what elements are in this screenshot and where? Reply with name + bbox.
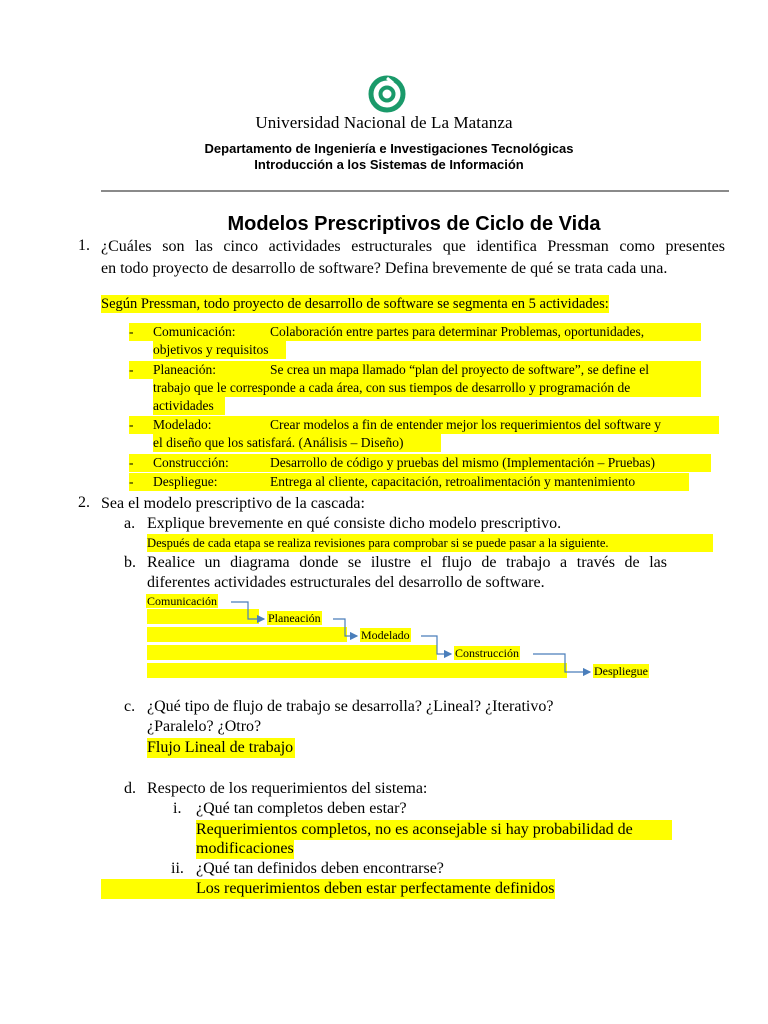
course-name: Introducción a los Sistemas de Información	[254, 157, 524, 172]
q2d-ii-numeral: ii.	[171, 860, 184, 877]
q2a-question: Explique brevemente en qué consiste dicho modelo prescriptivo.	[147, 515, 562, 532]
document-title: Modelos Prescriptivos de Ciclo de Vida	[227, 213, 601, 235]
q2d-i-answer-line1: Requerimientos completos, no es aconsejable si hay probabilidad de	[196, 820, 672, 840]
department-name: Departamento de Ingeniería e Investigaciones Tecnológicas	[204, 141, 574, 156]
q2d-ii-answer: Los requerimientos deben estar perfectamente definidos	[196, 880, 555, 897]
q2d-i-question: ¿Qué tan completos deben estar?	[196, 800, 407, 817]
activity-text: Entrega al cliente, capacitación, retroalimentación y mantenimiento	[270, 474, 636, 489]
q2c-line2: ¿Paralelo? ¿Otro?	[147, 718, 262, 735]
diagram-step-modelado: Modelado	[361, 628, 410, 642]
q2-number: 2.	[78, 494, 90, 511]
diagram-step-despliegue: Despliegue	[594, 664, 648, 678]
q1-line2: en todo proyecto de desarrollo de software? Defina brevemente de qué se trata cada una.	[101, 260, 668, 277]
bullet-dash: -	[129, 362, 134, 377]
diagram-step-construccion: Construcción	[455, 646, 519, 660]
activity-label: Modelado:	[153, 417, 212, 432]
bullet-dash: -	[129, 455, 134, 470]
activity-label: Construcción:	[153, 455, 229, 470]
q2d-text: Respecto de los requerimientos del sistema:	[147, 780, 428, 797]
q2b-line2: diferentes actividades estructurales del desarrollo de software.	[147, 574, 545, 591]
q2d-i-numeral: i.	[173, 800, 182, 817]
q2c-letter: c.	[124, 698, 136, 715]
q2d-letter: d.	[124, 780, 136, 797]
flow-arrow	[421, 636, 451, 654]
q1-number: 1.	[78, 237, 90, 254]
q1-line1: ¿Cuáles son las cinco actividades estructurales que identifica Pressman como presentes	[101, 238, 725, 255]
activity-text-cont: el diseño que los satisfará. (Análisis – Diseño)	[153, 435, 404, 450]
q2b-line1: Realice un diagrama donde se ilustre el flujo de trabajo a través de las	[147, 554, 667, 571]
activity-text-cont: trabajo que le corresponde a cada área, con sus tiempos de desarrollo y programación de	[153, 380, 631, 395]
flow-arrow	[533, 654, 590, 672]
activity-text: Crear modelos a fin de entender mejor los requerimientos del software y	[270, 417, 661, 432]
activity-text: Colaboración entre partes para determinar Problemas, oportunidades,	[270, 324, 645, 339]
activity-text: Se crea un mapa llamado “plan del proyecto de software”, se define el	[270, 362, 649, 377]
activity-text-cont: actividades	[153, 398, 214, 413]
flow-arrow	[333, 619, 357, 636]
activity-text: Desarrollo de código y pruebas del mismo (Implementación – Pruebas)	[270, 455, 656, 470]
activity-label: Despliegue:	[153, 474, 218, 489]
diagram-step-comunicacion: Comunicación	[147, 594, 217, 608]
diagram-step-planeacion: Planeación	[268, 611, 321, 625]
q1-answer-intro: Según Pressman, todo proyecto de desarrollo de software se segmenta en 5 actividades:	[101, 296, 609, 312]
bullet-dash: -	[129, 417, 134, 432]
flow-arrow	[231, 602, 264, 619]
university-name: Universidad Nacional de La Matanza	[255, 113, 513, 132]
activity-label: Planeación:	[153, 362, 216, 377]
activity-text-cont: objetivos y requisitos	[153, 342, 269, 357]
q2-text: Sea el modelo prescriptivo de la cascada:	[101, 495, 365, 512]
q2a-letter: a.	[124, 515, 136, 532]
activity-label: Comunicación:	[153, 324, 236, 339]
q2d-ii-question: ¿Qué tan definidos deben encontrarse?	[196, 860, 444, 877]
q2c-line1: ¿Qué tipo de flujo de trabajo se desarrolla? ¿Lineal? ¿Iterativo?	[147, 698, 554, 715]
q2b-letter: b.	[124, 554, 136, 571]
bullet-dash: -	[129, 474, 134, 489]
q2a-answer: Después de cada etapa se realiza revisiones para comprobar si se puede pasar a la siguiente.	[147, 534, 713, 552]
highlight-fill	[101, 879, 196, 899]
bullet-dash: -	[129, 324, 134, 339]
q2c-answer: Flujo Lineal de trabajo	[147, 739, 294, 756]
q2d-i-answer-line2: modificaciones	[196, 840, 294, 857]
